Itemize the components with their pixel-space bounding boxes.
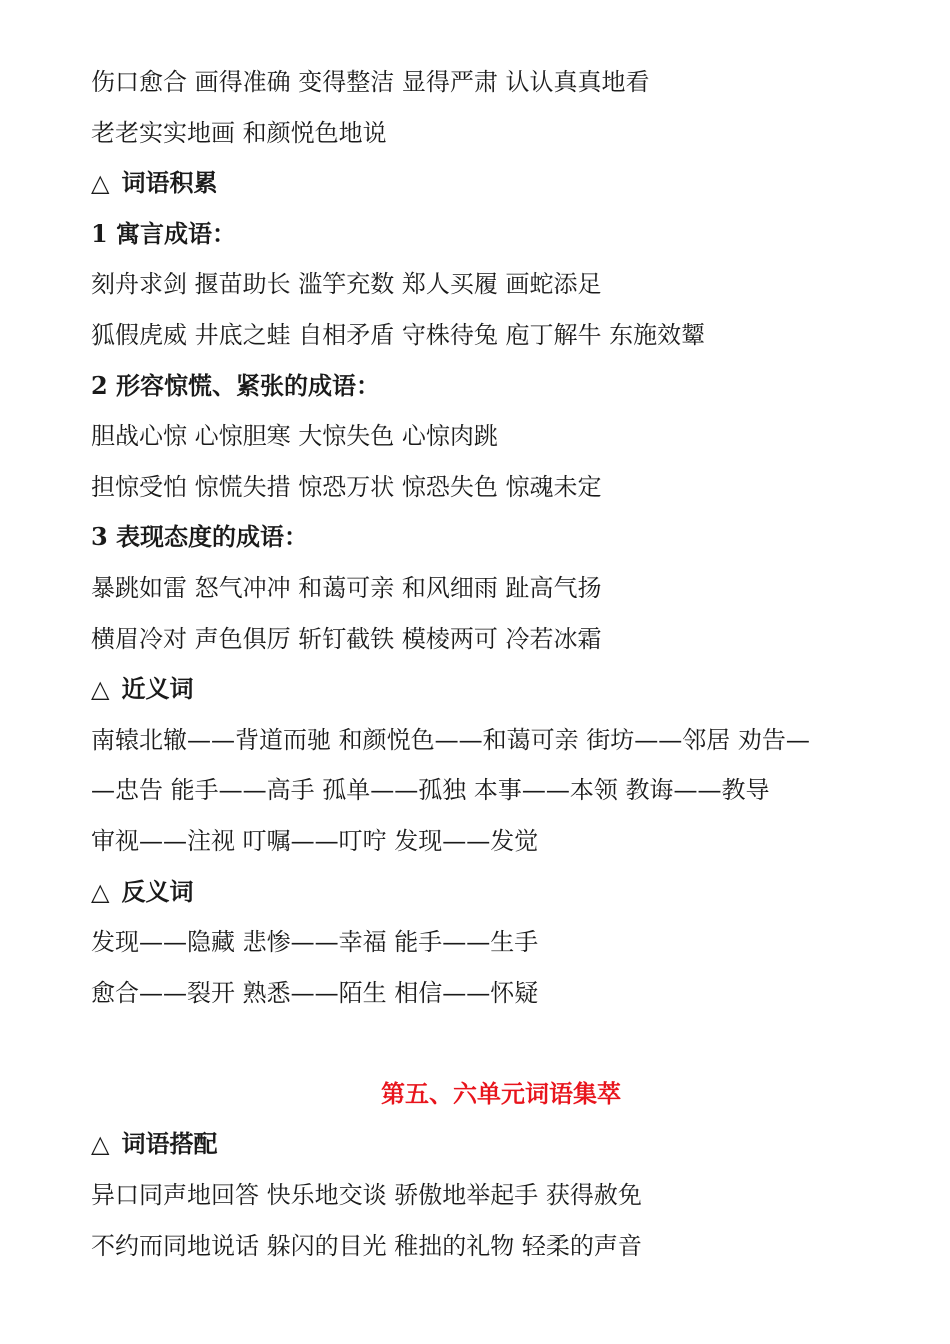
text-line: 南辕北辙——背道而驰 和颜悦色——和蔼可亲 街坊——邻居 劝告— xyxy=(91,725,810,754)
text-line: 愈合——裂开 熟悉——陌生 相信——怀疑 xyxy=(91,978,539,1007)
triangle-icon: △ xyxy=(91,168,110,198)
text-line: 发现——隐藏 悲惨——幸福 能手——生手 xyxy=(91,928,539,957)
text-line: 胆战心惊 心惊胆寒 大惊失色 心惊肉跳 xyxy=(91,422,498,451)
text-line: 伤口愈合 画得准确 变得整洁 显得严肃 认认真真地看 xyxy=(91,68,650,96)
section-heading: △ 近义词 xyxy=(91,664,911,715)
triangle-icon: △ xyxy=(91,1129,110,1159)
document-page xyxy=(91,57,911,1271)
text-line: 暴跳如雷 怒气冲冲 和蔼可亲 和风细雨 趾高气扬 xyxy=(91,573,602,602)
text-line: 不约而同地说话 躲闪的目光 稚拙的礼物 轻柔的声音 xyxy=(91,1231,642,1260)
section-heading: △ 反义词 xyxy=(91,867,911,918)
text-line: 横眉冷对 声色俱厉 斩钉截铁 模棱两可 冷若冰霜 xyxy=(91,624,602,653)
text-line: —忠告 能手——高手 孤单——孤独 本事——本领 教诲——教导 xyxy=(91,776,770,805)
page-title: 第五、六单元词语集萃 xyxy=(381,1078,621,1108)
subheading: 1 寓言成语： xyxy=(91,218,237,248)
blank-line xyxy=(91,1018,911,1069)
text-line: 异口同声地回答 快乐地交谈 骄傲地举起手 获得赦免 xyxy=(91,1181,642,1210)
section-heading: △ 词语积累 xyxy=(91,158,911,209)
text-line: 老老实实地画 和颜悦色地说 xyxy=(91,118,387,147)
subheading: 3 表现态度的成语： xyxy=(91,522,309,552)
text-line: 狐假虎威 井底之蛙 自相矛盾 守株待兔 庖丁解牛 东施效颦 xyxy=(91,320,706,349)
subheading: 2 形容惊慌、紧张的成语： xyxy=(91,370,381,400)
triangle-icon: △ xyxy=(91,674,110,704)
triangle-icon: △ xyxy=(91,876,110,906)
text-line: 刻舟求剑 揠苗助长 滥竽充数 郑人买履 画蛇添足 xyxy=(91,270,602,299)
text-line: 审视——注视 叮嘱——叮咛 发现——发觉 xyxy=(91,826,539,855)
text-line: 担惊受怕 惊慌失措 惊恐万状 惊恐失色 惊魂未定 xyxy=(91,472,602,501)
section-heading: △ 词语搭配 xyxy=(91,1119,911,1170)
